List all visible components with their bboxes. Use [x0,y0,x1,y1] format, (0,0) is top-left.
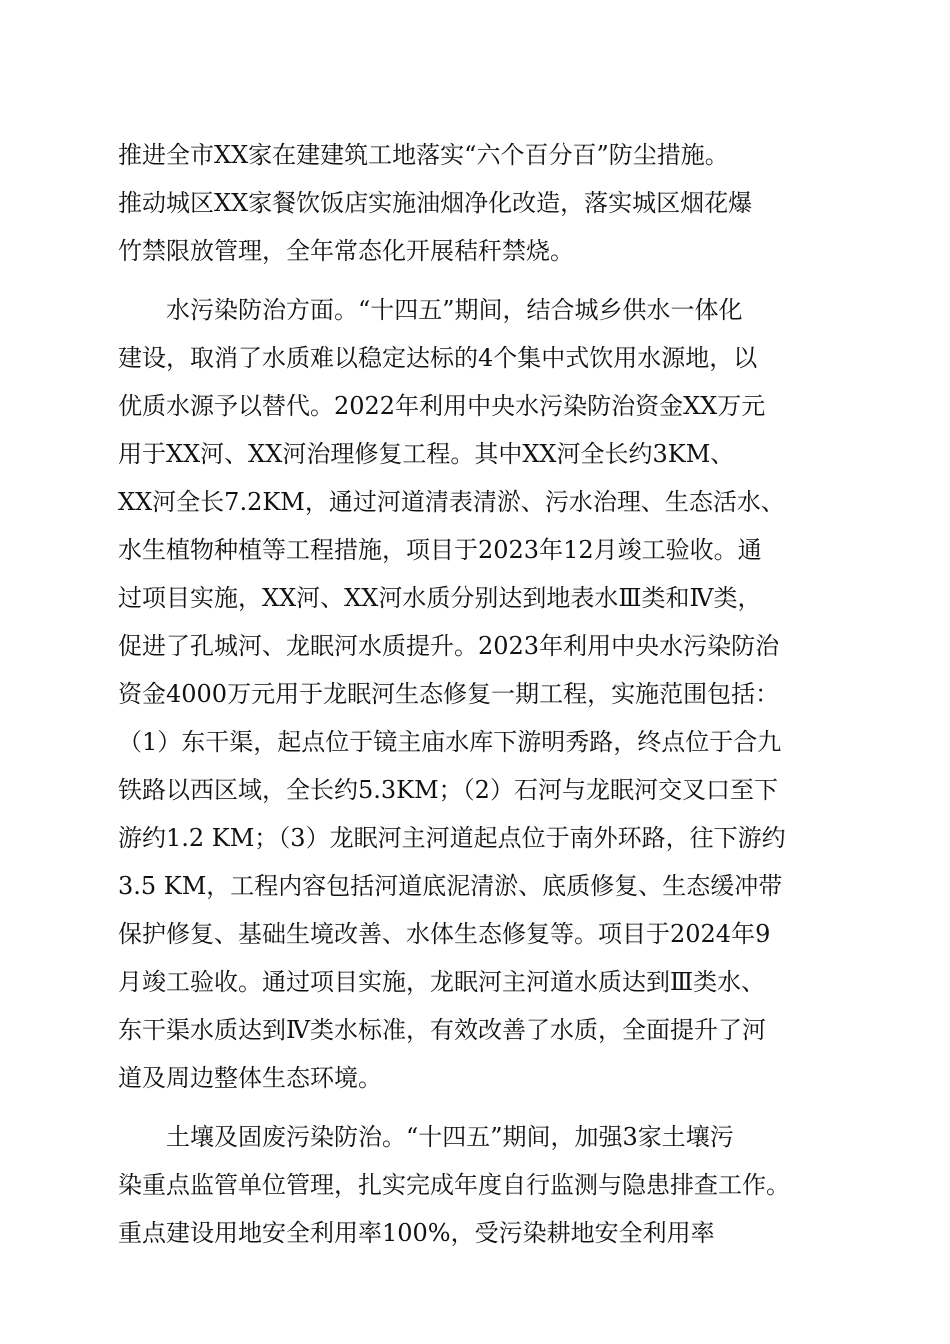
text-line: 优质水源予以替代。2022年利用中央水污染防治资金XX万元 [118,392,766,420]
text-line: 用于XX河、XX河治理修复工程。其中XX河全长约3KM、 [118,440,735,468]
text-line: 月竣工验收。通过项目实施，龙眠河主河道水质达到Ⅲ类水、 [118,968,766,996]
text-line: 重点建设用地安全利用率100%，受污染耕地安全利用率 [118,1219,715,1247]
text-line: 游约1.2 KM；（3）龙眠河主河道起点位于南外环路，往下游约 [118,824,786,852]
paragraph-first-line: 水污染防治方面。“十四五”期间，结合城乡供水一体化 [166,296,743,324]
text-line: （1）东干渠，起点位于镜主庙水库下游明秀路，终点位于合九 [118,728,782,756]
text-line: 资金4000万元用于龙眠河生态修复一期工程，实施范围包括： [118,680,780,708]
text-line: 过项目实施，XX河、XX河水质分别达到地表水Ⅲ类和Ⅳ类， [118,584,762,612]
text-line: 东干渠水质达到Ⅳ类水标准，有效改善了水质，全面提升了河 [118,1016,766,1044]
text-line: 道及周边整体生态环境。 [118,1064,382,1092]
text-line: 推进全市XX家在建建筑工地落实“六个百分百”防尘措施。 [118,141,729,169]
text-line: 染重点监管单位管理，扎实完成年度自行监测与隐患排查工作。 [118,1171,790,1199]
text-line: 建设，取消了水质难以稳定达标的4个集中式饮用水源地，以 [118,344,758,372]
text-line: 促进了孔城河、龙眠河水质提升。2023年利用中央水污染防治 [118,632,780,660]
text-line: 推动城区XX家餐饮饭店实施油烟净化改造，落实城区烟花爆 [118,189,753,217]
text-line: 3.5 KM，工程内容包括河道底泥清淤、底质修复、生态缓冲带 [118,872,783,900]
text-line: 竹禁限放管理，全年常态化开展秸秆禁烧。 [118,237,574,265]
text-line: 铁路以西区域，全长约5.3KM；（2）石河与龙眠河交叉口至下 [118,776,778,804]
text-line: XX河全长7.2KM，通过河道清表清淤、污水治理、生态活水、 [118,488,785,516]
text-line: 水生植物种植等工程措施，项目于2023年12月竣工验收。通 [118,536,762,564]
text-line: 保护修复、基础生境改善、水体生态修复等。项目于2024年9 [118,920,771,948]
paragraph-first-line: 土壤及固废污染防治。“十四五”期间，加强3家土壤污 [166,1123,734,1151]
